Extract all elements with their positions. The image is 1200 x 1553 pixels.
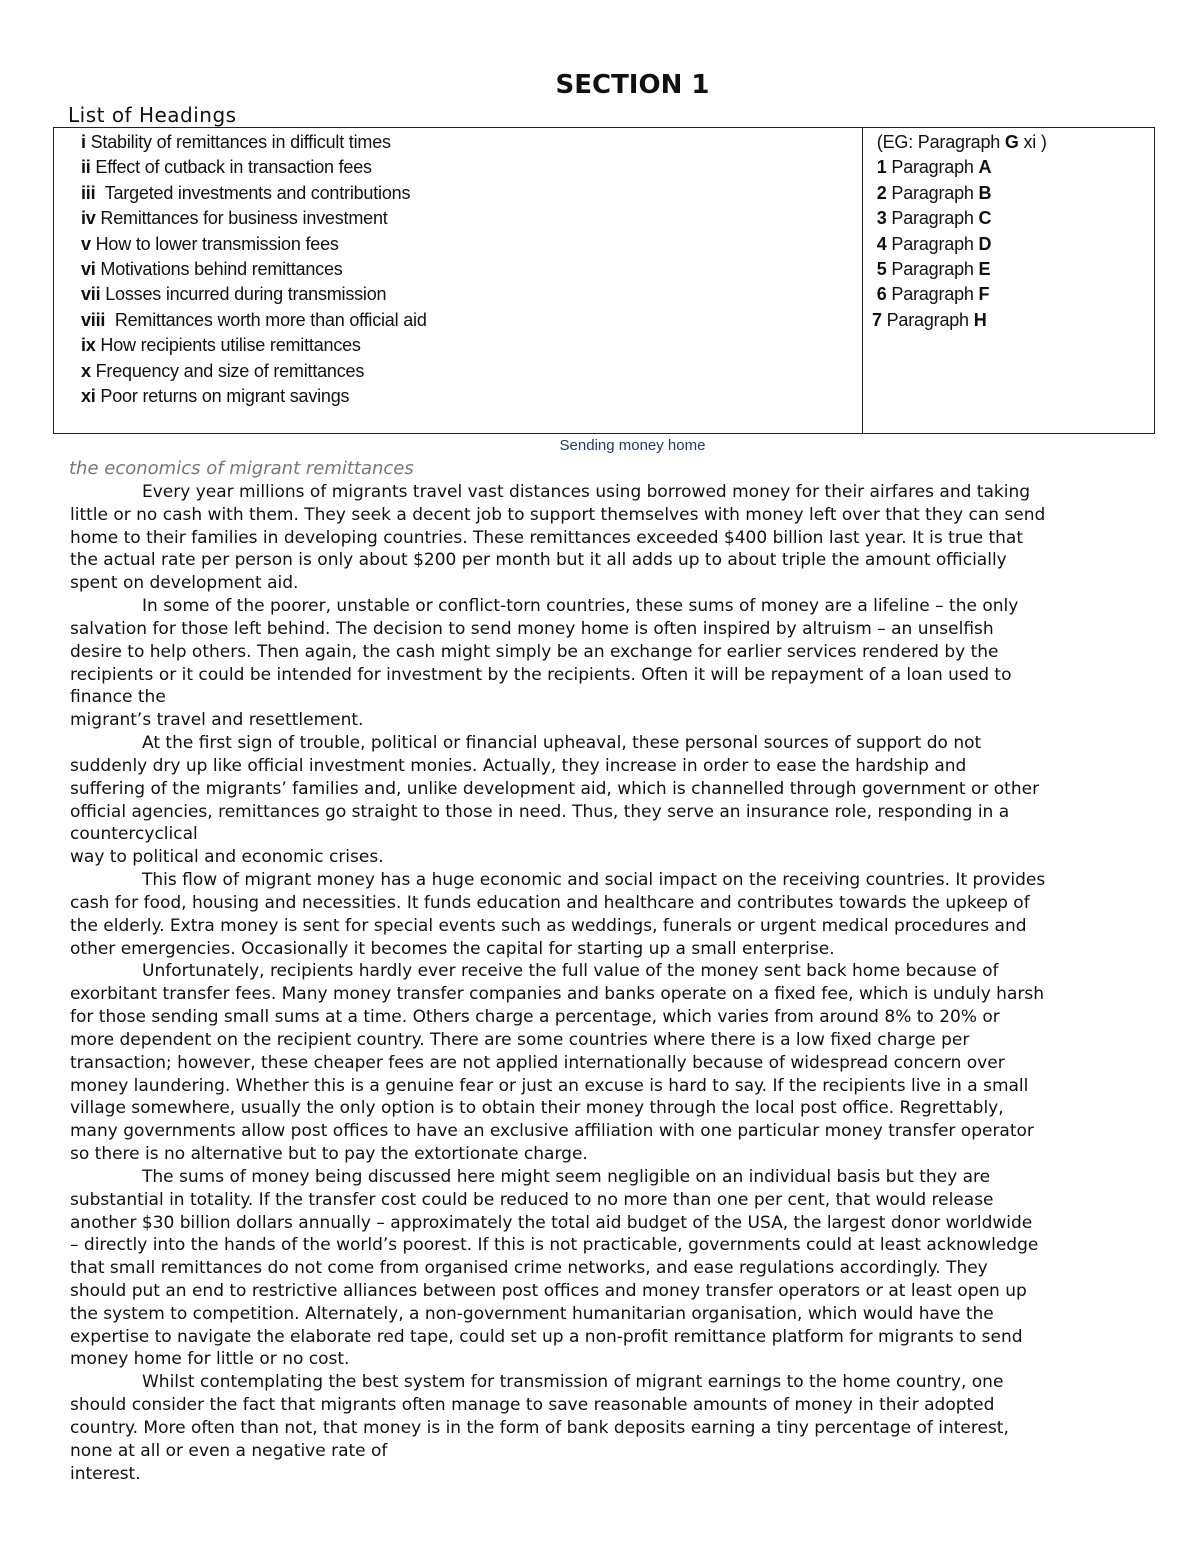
heading-text: Remittances worth more than official aid	[105, 309, 427, 330]
paragraph-line: that small remittances do not come from organised crime networks, and ease regulations accordingly. They	[70, 1258, 988, 1279]
paragraph-line: another $30 billion dollars annually – approximately the total aid budget of the USA, the largest donor worldwide	[70, 1212, 1033, 1233]
paragraph-line: the system to competition. Alternately, a non-government humanitarian organisation, which would have the	[70, 1303, 994, 1324]
answer-item	[872, 282, 1047, 307]
paragraph-line: way to political and economic crises.	[70, 847, 384, 868]
answer-label: Paragraph	[886, 258, 979, 279]
heading-text: Frequency and size of remittances	[90, 360, 365, 381]
paragraph-line: finance the	[70, 687, 166, 708]
paragraph-line: salvation for those left behind. The decision to send money home is often inspired by altruism – an unselfish	[70, 618, 994, 639]
paragraph-line: the elderly. Extra money is sent for special events such as weddings, funerals or urgent medical procedures and	[70, 915, 1027, 936]
list-of-headings-label: List of Headings	[68, 103, 237, 127]
paragraph-line: cash for food, housing and necessities. It funds education and healthcare and contributes towards the upkeep of	[70, 892, 1030, 913]
section-title: SECTION 1	[555, 70, 710, 100]
answer-item	[872, 206, 1047, 231]
answer-number: 3	[872, 208, 887, 229]
heading-numeral: ii	[81, 157, 91, 178]
heading-text: Remittances for business investment	[95, 208, 388, 229]
heading-numeral: ix	[81, 335, 96, 356]
heading-item	[81, 206, 427, 231]
heading-text: How to lower transmission fees	[90, 233, 339, 254]
answers-column	[872, 130, 1047, 333]
heading-text: Motivations behind remittances	[95, 258, 343, 279]
heading-text: Stability of remittances in difficult times	[85, 132, 391, 152]
heading-item	[81, 181, 427, 206]
answer-letter: F	[978, 284, 990, 305]
heading-item	[81, 384, 427, 409]
paragraph-line: In some of the poorer, unstable or conflict-torn countries, these sums of money are a lifeline – the only	[142, 596, 1019, 617]
article-body	[70, 481, 1045, 1485]
answer-item	[872, 130, 1047, 155]
answer-letter: B	[978, 182, 992, 203]
paragraph-line: The sums of money being discussed here might seem negligible on an individual basis but they are	[142, 1166, 991, 1187]
heading-item	[81, 333, 427, 358]
paragraph-line: little or no cash with them. They seek a decent job to support themselves with money left over that they can send	[70, 504, 1046, 525]
paragraph	[70, 1166, 1045, 1371]
paragraph	[70, 732, 1045, 869]
heading-item	[81, 232, 427, 257]
answer-letter: C	[978, 208, 992, 229]
heading-item	[81, 308, 427, 333]
headings-column	[81, 130, 427, 409]
heading-text: Targeted investments and contributions	[95, 182, 411, 203]
paragraph-line: money laundering. Whether this is a genuine fear or just an excuse is hard to say. If the recipients live in a small	[70, 1075, 1029, 1096]
answer-number: 4	[872, 233, 887, 254]
paragraph-line: should consider the fact that migrants often manage to save reasonable amounts of money in their adopted	[70, 1395, 995, 1416]
paragraph-line: for those sending small sums at a time. Others charge a percentage, which varies from around 8% to 20% or	[70, 1007, 1000, 1028]
paragraph-line: Unfortunately, recipients hardly ever receive the full value of the money sent back home because of	[142, 961, 999, 982]
table-divider	[862, 128, 863, 433]
paragraph-line: village somewhere, usually the only option is to obtain their money through the local post office. Regrettably,	[70, 1098, 1004, 1119]
paragraph-line: At the first sign of trouble, political or financial upheaval, these personal sources of support do not	[142, 733, 982, 754]
heading-text: How recipients utilise remittances	[95, 335, 361, 356]
heading-item	[81, 282, 427, 307]
answer-number: 6	[872, 284, 887, 305]
paragraph-line: none at all or even a negative rate of	[70, 1440, 388, 1461]
headings-table	[53, 127, 1155, 434]
answer-label: Paragraph	[886, 182, 979, 203]
paragraph-line: substantial in totality. If the transfer cost could be reduced to no more than one per cent, that would release	[70, 1189, 994, 1210]
answer-item	[872, 181, 1047, 206]
paragraph-line: the actual rate per person is only about $200 per month but it all adds up to about triple the amount officially	[70, 550, 1007, 571]
answer-letter: A	[978, 157, 992, 178]
paragraph-line: country. More often than not, that money is in the form of bank deposits earning a tiny percentage of interest,	[70, 1417, 1009, 1438]
answer-label: Paragraph	[886, 284, 979, 305]
answer-letter: E	[978, 258, 991, 279]
heading-numeral: iv	[81, 208, 96, 229]
paragraph-line: exorbitant transfer fees. Many money transfer companies and banks operate on a fixed fee, which is unduly harsh	[70, 984, 1044, 1005]
heading-text: Effect of cutback in transaction fees	[90, 157, 372, 178]
answer-item	[872, 155, 1047, 180]
answer-number: 7	[872, 309, 882, 330]
paragraph-line: many governments allow post offices to have an exclusive affiliation with one particular money transfer operator	[70, 1121, 1034, 1142]
answer-label: Paragraph	[886, 157, 979, 178]
heading-numeral: i	[81, 132, 86, 152]
answer-label: Paragraph	[881, 309, 974, 330]
paragraph-line: countercyclical	[70, 824, 198, 845]
answer-label: Paragraph	[886, 233, 979, 254]
heading-numeral: vii	[81, 284, 101, 305]
paragraph	[70, 481, 1045, 595]
answer-number: 2	[872, 182, 887, 203]
heading-numeral: viii	[81, 309, 106, 330]
heading-numeral: v	[81, 233, 91, 254]
paragraph-line: migrant’s travel and resettlement.	[70, 710, 364, 731]
paragraph-line: desire to help others. Then again, the cash might simply be an exchange for earlier services rendered by the	[70, 641, 999, 662]
paragraph-line: This flow of migrant money has a huge economic and social impact on the receiving countries. It provides	[142, 870, 1046, 891]
heading-item	[81, 155, 427, 180]
heading-text: Poor returns on migrant savings	[95, 385, 350, 406]
paragraph-line: suffering of the migrants’ families and, unlike development aid, which is channelled through government or other	[70, 778, 1040, 799]
paragraph	[70, 1371, 1045, 1485]
heading-item	[81, 130, 427, 155]
paragraph-line: suddenly dry up like official investment monies. Actually, they increase in order to ease the hardship and	[70, 755, 967, 776]
answer-number: 1	[872, 157, 887, 178]
paragraph-line: Whilst contemplating the best system for transmission of migrant earnings to the home country, one	[142, 1372, 1004, 1393]
paragraph-line: transaction; however, these cheaper fees are not applied internationally because of widespread concern over	[70, 1052, 1005, 1073]
paragraph-line: other emergencies. Occasionally it becomes the capital for starting up a small enterprise.	[70, 938, 835, 959]
answer-number: 5	[872, 258, 887, 279]
answer-item	[872, 232, 1047, 257]
answer-label: Paragraph	[886, 208, 979, 229]
heading-item	[81, 257, 427, 282]
article-subtitle: the economics of migrant remittances	[69, 458, 414, 479]
paragraph-line: money home for little or no cost.	[70, 1349, 350, 1370]
paragraph-line: more dependent on the recipient country. There are some countries where there is a low fixed charge per	[70, 1029, 970, 1050]
paragraph-line: Every year millions of migrants travel vast distances using borrowed money for their airfares and taking	[142, 482, 1031, 502]
paragraph-line: official agencies, remittances go straight to those in need. Thus, they serve an insurance role, responding in a	[70, 801, 1010, 822]
paragraph-line: recipients or it could be intended for investment by the recipients. Often it will be repayment of a loan used to	[70, 664, 1012, 685]
paragraph-line: interest.	[70, 1463, 141, 1484]
article-title: Sending money home	[559, 437, 706, 454]
answer-letter: G	[1004, 132, 1019, 152]
paragraph-line: – directly into the hands of the world’s poorest. If this is not practicable, governments could at least acknowledge	[70, 1235, 1039, 1256]
paragraph-line: expertise to navigate the elaborate red tape, could set up a non-profit remittance platform for migrants to send	[70, 1326, 1023, 1347]
paragraph-line: so there is no alternative but to pay the extortionate charge.	[70, 1144, 588, 1165]
answer-label: (EG: Paragraph	[872, 132, 1005, 152]
paragraph	[70, 960, 1045, 1165]
heading-numeral: x	[81, 360, 91, 381]
paragraph-line: home to their families in developing countries. These remittances exceeded $400 billion last year. It is true that	[70, 527, 1023, 548]
paragraph	[70, 869, 1045, 960]
answer-suffix: xi )	[1018, 132, 1047, 152]
heading-numeral: iii	[81, 182, 96, 203]
answer-letter: H	[973, 309, 987, 330]
heading-numeral: xi	[81, 385, 96, 406]
heading-numeral: vi	[81, 258, 96, 279]
answer-letter: D	[978, 233, 992, 254]
paragraph	[70, 595, 1045, 732]
heading-text: Losses incurred during transmission	[100, 284, 387, 305]
answer-item	[872, 257, 1047, 282]
answer-item	[872, 308, 1047, 333]
paragraph-line: should put an end to restrictive alliances between post offices and money transfer operators or at least open up	[70, 1280, 1027, 1301]
heading-item	[81, 359, 427, 384]
paragraph-line: spent on development aid.	[70, 573, 299, 594]
